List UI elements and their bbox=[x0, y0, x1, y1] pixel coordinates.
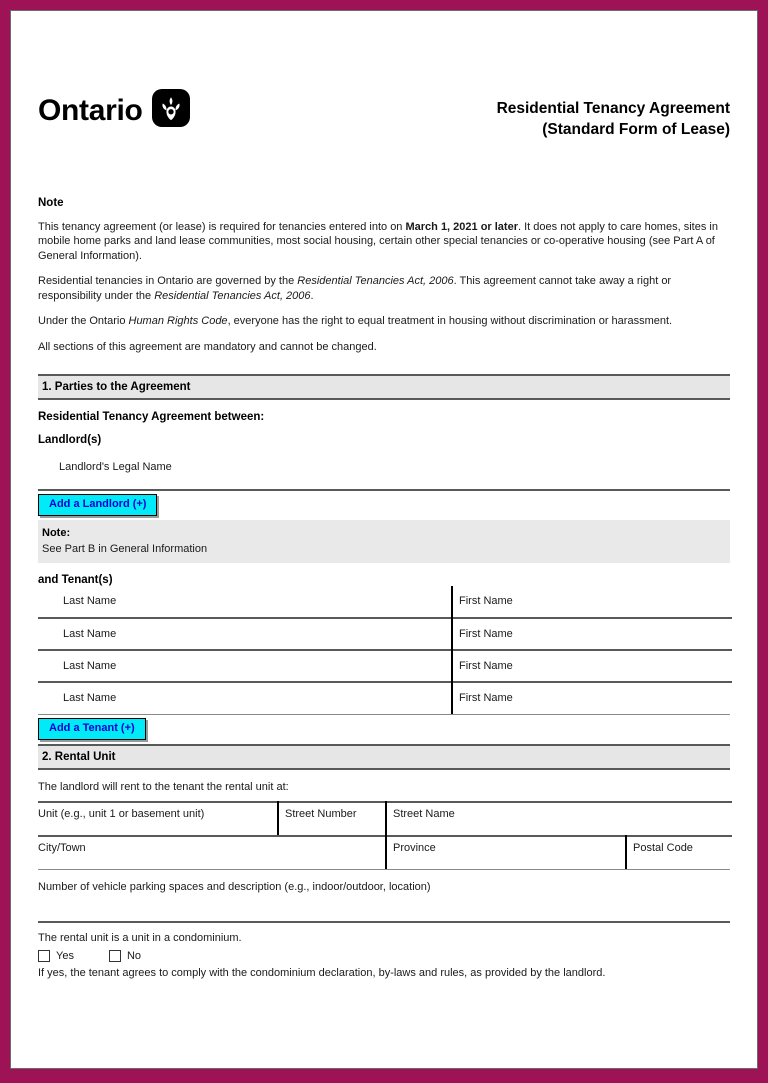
tenant-last-name-cell-3[interactable] bbox=[38, 650, 452, 682]
table-row[interactable] bbox=[38, 650, 732, 682]
table-row[interactable] bbox=[38, 802, 732, 835]
postal-code-field[interactable] bbox=[626, 836, 732, 869]
tenant-first-name-label-2: First Name bbox=[459, 628, 513, 641]
rental-unit-intro: The landlord will rent to the tenant the rental unit at: bbox=[38, 780, 289, 793]
tenant-last-name-label-3: Last Name bbox=[63, 660, 117, 673]
note-paragraph-1 bbox=[38, 220, 730, 264]
tenant-names-table bbox=[38, 586, 732, 714]
note-p2-act-2: Residential Tenancies Act, 2006 bbox=[154, 289, 311, 302]
add-landlord-row bbox=[38, 491, 730, 520]
condo-no-label: No bbox=[126, 949, 142, 962]
rental-unit-address-table bbox=[38, 801, 732, 835]
tenant-last-name-cell-2[interactable] bbox=[38, 618, 452, 650]
section-header-parties: 1. Parties to the Agreement bbox=[38, 374, 730, 400]
city-label: City/Town bbox=[38, 841, 86, 854]
tenant-first-name-cell-4[interactable] bbox=[452, 682, 732, 714]
tenant-first-name-cell-3[interactable] bbox=[452, 650, 732, 682]
tenants-label: and Tenant(s) bbox=[38, 574, 113, 587]
rental-unit-city-table bbox=[38, 835, 732, 869]
street-name-label: Street Name bbox=[393, 807, 455, 820]
note-p1-bold: March 1, 2021 or later bbox=[405, 220, 518, 233]
table-row[interactable] bbox=[38, 586, 732, 618]
landlord-legal-name-label: Landlord's Legal Name bbox=[59, 461, 172, 474]
checkbox-icon[interactable] bbox=[109, 950, 121, 962]
add-landlord-button[interactable]: Add a Landlord (+) bbox=[38, 494, 157, 516]
table-row[interactable] bbox=[38, 618, 732, 650]
table-row[interactable] bbox=[38, 836, 732, 869]
note-p1-text-b: . It does not apply to care homes, sites in mobile home parks and land lease communities, most social housing, certain other special tenancies or co-operative housing (see Part A of General Information). bbox=[38, 220, 718, 262]
tenant-last-name-cell-4[interactable] bbox=[38, 682, 452, 714]
landlord-legal-name-field[interactable] bbox=[38, 446, 730, 475]
document-page bbox=[10, 10, 758, 1069]
tenant-first-name-cell-2[interactable] bbox=[452, 618, 732, 650]
note-p2-text-a: Residential tenancies in Ontario are governed by the bbox=[38, 275, 298, 288]
tenant-first-name-label-3: First Name bbox=[459, 660, 513, 673]
note-paragraph-2 bbox=[38, 274, 730, 303]
parking-label: Number of vehicle parking spaces and description (e.g., indoor/outdoor, location) bbox=[38, 880, 431, 893]
street-number-label: Street Number bbox=[285, 807, 357, 820]
brand-wordmark: Ontario bbox=[38, 93, 143, 127]
document-title-line1: Residential Tenancy Agreement bbox=[496, 100, 730, 117]
landlord-note-title: Note: bbox=[42, 527, 71, 540]
checkbox-icon[interactable] bbox=[38, 950, 50, 962]
note-p3-code: Human Rights Code bbox=[128, 315, 228, 328]
page-content bbox=[11, 11, 757, 979]
condo-no-option[interactable] bbox=[109, 950, 141, 962]
section-header-rental-unit: 2. Rental Unit bbox=[38, 744, 730, 770]
postal-code-label: Postal Code bbox=[633, 841, 693, 854]
note-section bbox=[38, 141, 730, 355]
street-number-field[interactable] bbox=[278, 802, 386, 835]
table-row[interactable] bbox=[38, 682, 732, 714]
note-paragraph-3 bbox=[38, 314, 730, 329]
tenant-first-name-label-4: First Name bbox=[459, 692, 513, 705]
tenant-last-name-label-1: Last Name bbox=[63, 595, 117, 608]
parking-field[interactable] bbox=[38, 870, 730, 893]
document-title-line2: (Standard Form of Lease) bbox=[542, 120, 730, 138]
tenant-last-name-label-2: Last Name bbox=[63, 628, 117, 641]
note-paragraph-4: All sections of this agreement are mandatory and cannot be changed. bbox=[38, 340, 377, 353]
add-tenant-button[interactable]: Add a Tenant (+) bbox=[38, 718, 146, 740]
tenant-first-name-cell-1[interactable] bbox=[452, 586, 732, 618]
unit-field[interactable] bbox=[38, 802, 278, 835]
tenant-first-name-label-1: First Name bbox=[459, 595, 513, 608]
condominium-followup: If yes, the tenant agrees to comply with the condominium declaration, by-laws and rules, as provided by the landlord. bbox=[38, 966, 606, 979]
note-p3-text-a: Under the Ontario bbox=[38, 315, 129, 328]
note-p2-text-c: . bbox=[310, 289, 314, 302]
province-label: Province bbox=[393, 841, 436, 854]
tenant-last-name-cell-1[interactable] bbox=[38, 586, 452, 618]
condo-yes-label: Yes bbox=[56, 949, 74, 962]
condo-yes-option[interactable] bbox=[38, 950, 74, 962]
agreement-between-label: Residential Tenancy Agreement between: bbox=[38, 411, 265, 424]
note-p3-text-b: , everyone has the right to equal treatment in housing without discrimination or harassment. bbox=[227, 315, 673, 328]
add-tenant-row bbox=[38, 715, 730, 744]
city-field[interactable] bbox=[38, 836, 386, 869]
street-name-field[interactable] bbox=[386, 802, 732, 835]
province-field[interactable] bbox=[386, 836, 626, 869]
ontario-brand bbox=[38, 89, 190, 132]
document-header bbox=[38, 11, 730, 141]
note-heading: Note bbox=[38, 196, 64, 209]
landlords-label: Landlord(s) bbox=[38, 434, 102, 447]
landlord-note-body: See Part B in General Information bbox=[42, 543, 208, 556]
landlord-note-panel bbox=[38, 520, 730, 563]
note-p1-text-a: This tenancy agreement (or lease) is required for tenancies entered into on bbox=[38, 220, 406, 233]
unit-label: Unit (e.g., unit 1 or basement unit) bbox=[38, 807, 205, 820]
note-p2-act-1: Residential Tenancies Act, 2006 bbox=[297, 275, 454, 288]
document-title bbox=[497, 89, 730, 141]
tenant-last-name-label-4: Last Name bbox=[63, 692, 117, 705]
note-p2-text-b: . This agreement cannot take away a right or responsibility under the bbox=[38, 275, 672, 302]
condominium-statement: The rental unit is a unit in a condominium. bbox=[38, 931, 242, 944]
condominium-choice-row bbox=[38, 944, 730, 967]
ontario-trillium-icon bbox=[152, 89, 190, 132]
